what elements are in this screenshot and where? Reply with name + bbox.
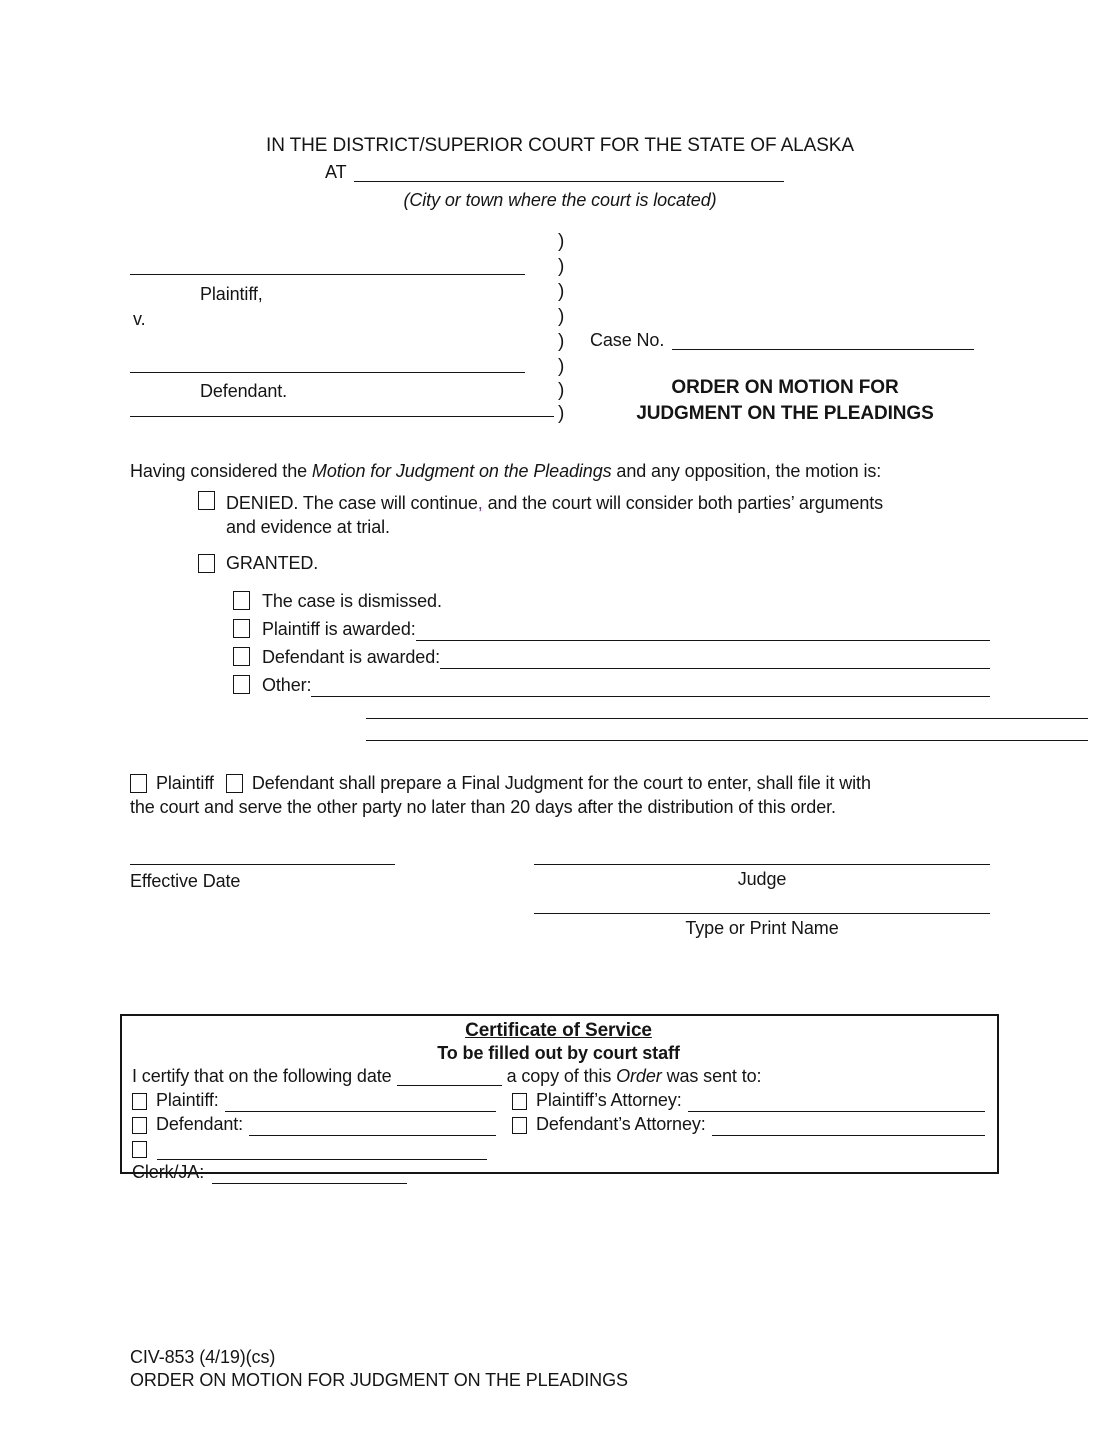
plaintiff-awarded-label: Plaintiff is awarded: <box>262 619 416 639</box>
cert-defendant-attorney-blank[interactable] <box>712 1118 985 1136</box>
caption-paren: ) <box>558 403 565 424</box>
judge-print-name-blank[interactable] <box>534 913 990 914</box>
certificate-title: Certificate of Service <box>465 1020 652 1041</box>
cert-plaintiff-attorney-cell <box>512 1089 985 1112</box>
court-location-line <box>0 160 1120 188</box>
cert-plaintiff-attorney-blank[interactable] <box>688 1094 985 1112</box>
cert-row-defendant <box>132 1112 985 1136</box>
cert-defendant-blank[interactable] <box>249 1118 496 1136</box>
form-title-line1: ORDER ON MOTION FOR <box>671 377 899 398</box>
defendant-awarded-blank[interactable] <box>440 649 990 669</box>
caption-paren: ) <box>558 380 565 401</box>
intro-motion-name: Motion for Judgment on the Pleadings <box>311 461 612 481</box>
cert-plaintiff-attorney-label: Plaintiff’s Attorney: <box>536 1090 682 1110</box>
cert-defendant-cell <box>132 1113 512 1136</box>
certify-mid: a copy of this <box>506 1066 612 1086</box>
certificate-of-service-box <box>120 1014 999 1182</box>
cert-plaintiff-blank[interactable] <box>225 1094 496 1112</box>
caption-extra-blank[interactable] <box>130 416 554 417</box>
form-number: CIV-853 (4/19)(cs) <box>130 1347 276 1367</box>
granted-sub-options <box>233 585 990 741</box>
cert-plaintiff-attorney-checkbox[interactable] <box>512 1093 527 1110</box>
prepare-text-line1: shall prepare a Final Judgment for the court to enter, shall file it with <box>333 773 871 793</box>
effective-date-group <box>130 864 395 940</box>
cert-row-plaintiff <box>132 1088 985 1112</box>
case-number-blank[interactable] <box>672 330 974 350</box>
form-title <box>575 375 995 427</box>
judge-signature-group <box>534 864 990 940</box>
denied-checkbox[interactable] <box>198 491 215 510</box>
defendant-awarded-checkbox[interactable] <box>233 647 250 666</box>
effective-date-blank[interactable] <box>130 864 395 865</box>
clerk-blank[interactable] <box>212 1164 407 1184</box>
certificate-subtitle: To be filled out by court staff <box>437 1043 680 1063</box>
clerk-label: Clerk/JA: <box>132 1162 205 1182</box>
certify-line <box>132 1065 985 1088</box>
caption-paren: ) <box>558 331 565 352</box>
cert-plaintiff-label: Plaintiff: <box>156 1090 219 1110</box>
defendant-awarded-label: Defendant is awarded: <box>262 647 441 667</box>
plaintiff-awarded-blank[interactable] <box>416 621 990 641</box>
certify-post: was sent to: <box>666 1066 762 1086</box>
cert-plaintiff-cell <box>132 1089 512 1112</box>
city-hint-label: (City or town where the court is located) <box>403 190 717 210</box>
dismissed-label: The case is dismissed. <box>262 591 442 611</box>
denied-option <box>198 491 1120 539</box>
denied-text-line2: and evidence at trial. <box>226 517 390 537</box>
denied-edit-comma: , <box>477 493 483 513</box>
intro-paragraph <box>130 459 990 483</box>
denied-text <box>226 491 986 539</box>
granted-checkbox[interactable] <box>198 554 215 573</box>
cert-defendant-checkbox[interactable] <box>132 1117 147 1134</box>
defendant-label: Defendant. <box>200 381 288 401</box>
prepare-text-line2: the court and serve the other party no later than 20 days after the distribution of this order. <box>130 797 836 817</box>
at-label: AT <box>325 162 347 182</box>
judge-signature-blank[interactable] <box>534 864 990 865</box>
prepare-defendant-label: Defendant <box>251 773 334 793</box>
other-blank[interactable] <box>311 677 990 697</box>
intro-post: and any opposition, the motion is: <box>611 461 882 481</box>
other-continuation-blank-2[interactable] <box>366 719 1088 741</box>
certify-order-word: Order <box>616 1066 662 1086</box>
option-other <box>233 669 990 697</box>
versus-label: v. <box>133 309 146 329</box>
prepare-defendant-checkbox[interactable] <box>226 774 243 793</box>
cert-row-other <box>132 1136 985 1160</box>
effective-date-label: Effective Date <box>130 871 241 891</box>
other-label: Other: <box>262 675 312 695</box>
intro-pre: Having considered the <box>130 461 312 481</box>
cert-row-clerk <box>132 1160 985 1184</box>
cert-other-checkbox[interactable] <box>132 1141 147 1158</box>
dismissed-checkbox[interactable] <box>233 591 250 610</box>
certify-date-blank[interactable] <box>397 1066 502 1086</box>
granted-label: GRANTED. <box>226 553 319 573</box>
form-title-line2: JUDGMENT ON THE PLEADINGS <box>636 403 934 424</box>
judge-label: Judge <box>737 869 787 889</box>
case-caption <box>0 230 1120 435</box>
cert-defendant-label: Defendant: <box>156 1114 244 1134</box>
plaintiff-name-blank[interactable] <box>130 274 525 275</box>
cert-other-blank[interactable] <box>157 1140 487 1160</box>
other-checkbox[interactable] <box>233 675 250 694</box>
option-plaintiff-awarded <box>233 613 990 641</box>
type-print-name-label: Type or Print Name <box>685 918 839 938</box>
court-location-blank[interactable] <box>354 162 784 182</box>
caption-paren: ) <box>558 231 565 252</box>
case-number-label: Case No. <box>590 330 665 350</box>
caption-paren: ) <box>558 356 565 377</box>
signature-block <box>130 864 990 940</box>
caption-paren: ) <box>558 306 565 327</box>
option-dismissed <box>233 585 990 613</box>
certify-pre: I certify that on the following date <box>132 1066 392 1086</box>
footer-form-title: ORDER ON MOTION FOR JUDGMENT ON THE PLEADINGS <box>130 1370 628 1390</box>
prepare-judgment-paragraph <box>130 771 990 819</box>
form-footer <box>130 1346 1120 1392</box>
denied-text-post: and the court will consider both parties’ arguments <box>482 493 884 513</box>
caption-paren: ) <box>558 281 565 302</box>
cert-defendant-attorney-label: Defendant’s Attorney: <box>536 1114 706 1134</box>
denied-text-pre: DENIED. The case will continue <box>226 493 478 513</box>
other-continuation-blank-1[interactable] <box>366 697 1088 719</box>
cert-plaintiff-checkbox[interactable] <box>132 1093 147 1110</box>
case-number-line <box>590 328 974 352</box>
court-header-title: IN THE DISTRICT/SUPERIOR COURT FOR THE STATE OF ALASKA <box>266 135 854 156</box>
granted-option <box>198 551 1120 575</box>
prepare-plaintiff-checkbox[interactable] <box>130 774 147 793</box>
caption-paren: ) <box>558 256 565 277</box>
cert-defendant-attorney-checkbox[interactable] <box>512 1117 527 1134</box>
option-defendant-awarded <box>233 641 990 669</box>
cert-defendant-attorney-cell <box>512 1113 985 1136</box>
plaintiff-label: Plaintiff, <box>200 284 263 304</box>
prepare-plaintiff-label: Plaintiff <box>156 773 214 793</box>
defendant-name-blank[interactable] <box>130 372 525 373</box>
plaintiff-awarded-checkbox[interactable] <box>233 619 250 638</box>
